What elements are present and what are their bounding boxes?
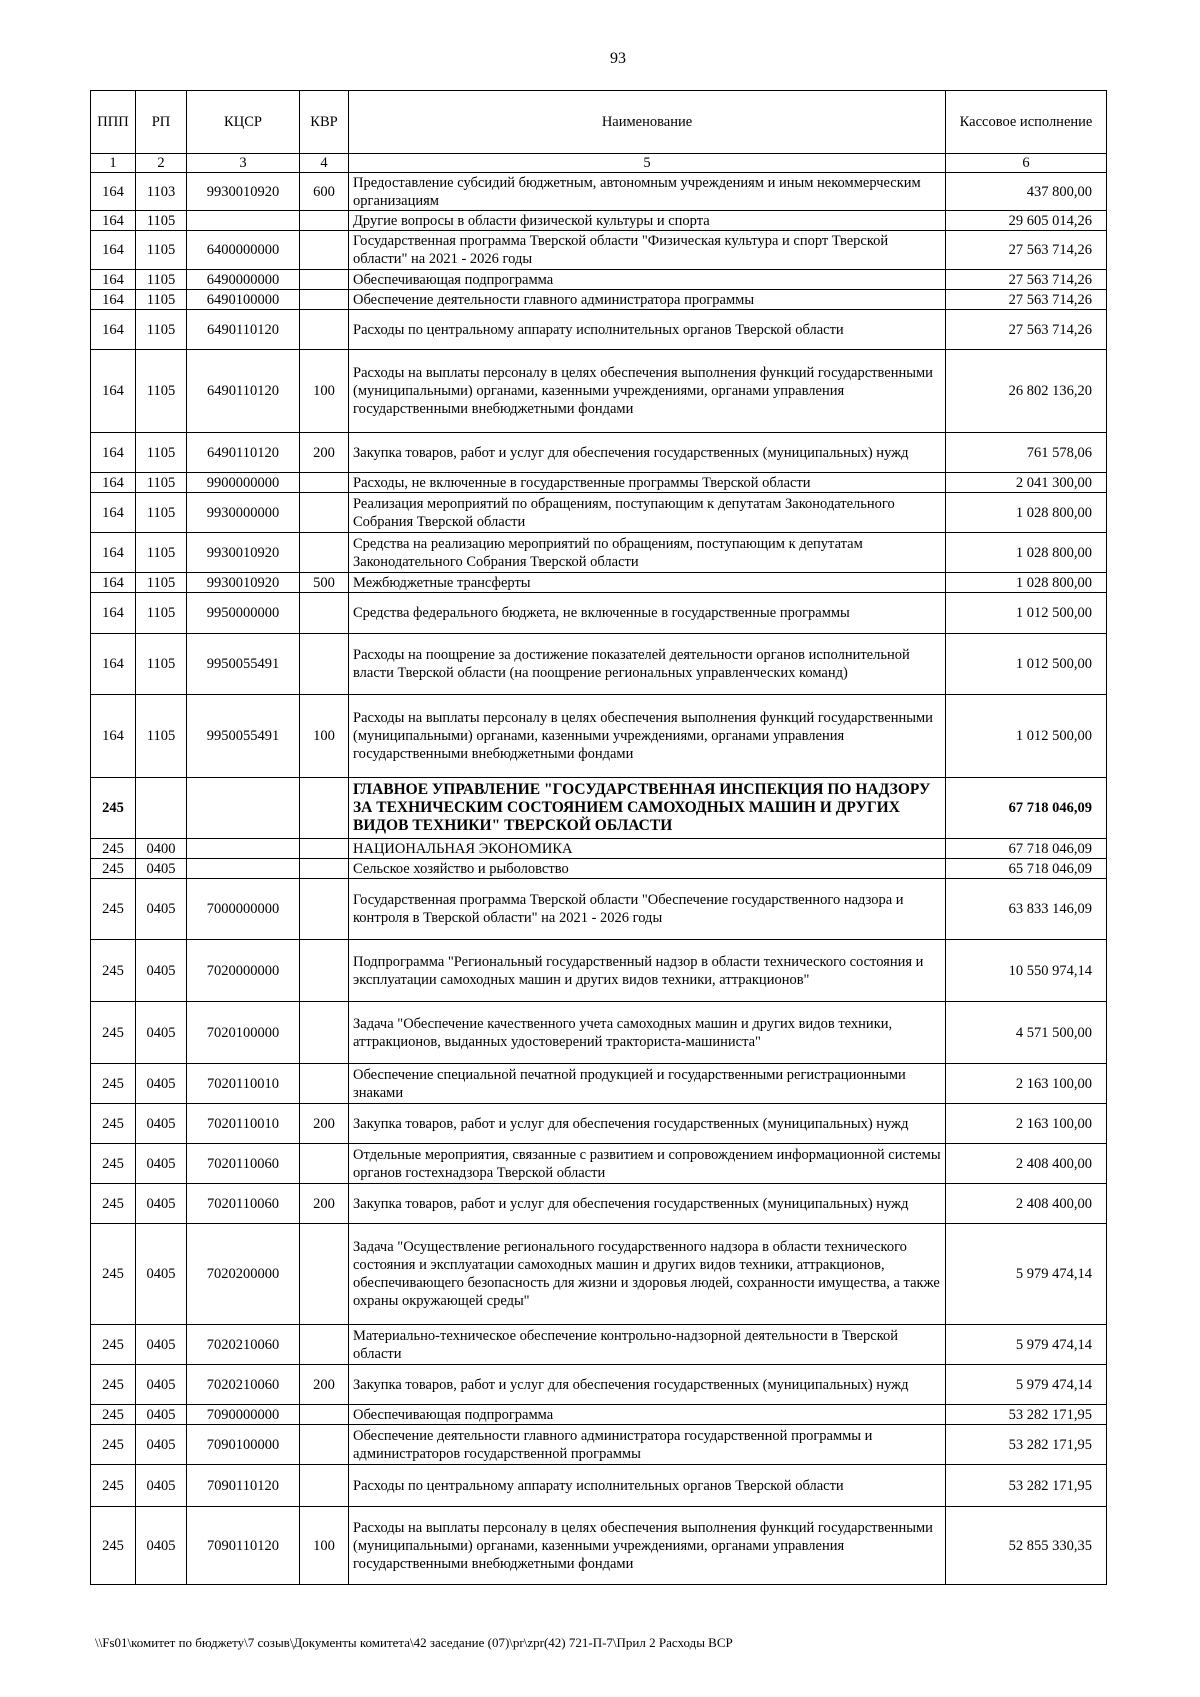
cell-name: Задача "Осуществление регионального государственного надзора в области технического состояния и эксплуатации самоходных машин и других видов техники, аттракционов, обеспечивающего безопасность для жизни и здоровья людей, сохранности имущества, а также охраны окружающей среды" [349,1224,946,1325]
table-row [91,1064,1107,1104]
cell-name: Расходы на выплаты персоналу в целях обеспечения выполнения функций государственными (муниципальными) органами, казенными учреждениями, органами управления государственными внебюджетными фондами [349,350,946,433]
cell-name: Межбюджетные трансферты [349,573,946,593]
cell-kvr [300,1002,349,1064]
cell-ppp: 245 [91,1365,136,1405]
cell-rp: 1105 [136,573,187,593]
table-row [91,1144,1107,1184]
cell-kvr [300,533,349,573]
cell-name: НАЦИОНАЛЬНАЯ ЭКОНОМИКА [349,839,946,859]
cell-rp: 1105 [136,433,187,473]
cell-kvr: 100 [300,1507,349,1585]
cell-kcsr: 9930010920 [187,173,300,211]
cell-rp: 1105 [136,473,187,493]
cell-kvr [300,290,349,310]
cell-kvr [300,1405,349,1425]
cell-rp: 1105 [136,231,187,270]
cell-kcsr: 6490110120 [187,433,300,473]
cell-kcsr: 9900000000 [187,473,300,493]
cell-amount: 5 979 474,14 [946,1224,1107,1325]
cell-rp: 0405 [136,1104,187,1144]
cell-kcsr: 6400000000 [187,231,300,270]
cell-kvr [300,634,349,695]
cell-rp: 0405 [136,940,187,1002]
cell-amount: 63 833 146,09 [946,879,1107,940]
cell-rp: 0405 [136,1144,187,1184]
cell-kcsr: 9930010920 [187,533,300,573]
header-name: Наименование [349,91,946,154]
column-number: 6 [946,154,1107,173]
cell-kcsr: 7090000000 [187,1405,300,1425]
cell-name: Расходы по центральному аппарату исполнительных органов Тверской области [349,1465,946,1507]
column-number: 4 [300,154,349,173]
cell-ppp: 164 [91,573,136,593]
cell-amount: 1 028 800,00 [946,533,1107,573]
cell-rp: 0405 [136,1224,187,1325]
cell-kvr [300,859,349,879]
cell-rp: 0405 [136,1064,187,1104]
table-row [91,1104,1107,1144]
cell-amount: 1 028 800,00 [946,573,1107,593]
cell-rp: 0405 [136,1002,187,1064]
cell-ppp: 245 [91,1425,136,1465]
cell-name: ГЛАВНОЕ УПРАВЛЕНИЕ "ГОСУДАРСТВЕННАЯ ИНСПЕКЦИЯ ПО НАДЗОРУ ЗА ТЕХНИЧЕСКИМ СОСТОЯНИЕМ САМОХОДНЫХ МАШИН И ДРУГИХ ВИДОВ ТЕХНИКИ" ТВЕРСКОЙ ОБЛАСТИ [349,778,946,839]
table-row [91,593,1107,634]
cell-ppp: 164 [91,211,136,231]
cell-kcsr: 7090100000 [187,1425,300,1465]
cell-kvr [300,1144,349,1184]
cell-amount: 27 563 714,26 [946,231,1107,270]
cell-rp: 0405 [136,1405,187,1425]
cell-kvr: 600 [300,173,349,211]
header-kcsr: КЦСР [187,91,300,154]
cell-name: Расходы по центральному аппарату исполнительных органов Тверской области [349,310,946,350]
table-row [91,1224,1107,1325]
cell-rp: 1105 [136,493,187,533]
cell-amount: 10 550 974,14 [946,940,1107,1002]
cell-rp: 1105 [136,593,187,634]
cell-amount: 27 563 714,26 [946,270,1107,290]
cell-ppp: 245 [91,1405,136,1425]
cell-name: Закупка товаров, работ и услуг для обеспечения государственных (муниципальных) нужд [349,1184,946,1224]
cell-kvr [300,1465,349,1507]
cell-rp: 1105 [136,290,187,310]
cell-name: Государственная программа Тверской области "Обеспечение государственного надзора и контроля в Тверской области" на 2021 - 2026 годы [349,879,946,940]
cell-kcsr: 7020110010 [187,1104,300,1144]
cell-name: Закупка товаров, работ и услуг для обеспечения государственных (муниципальных) нужд [349,433,946,473]
cell-amount: 67 718 046,09 [946,839,1107,859]
cell-ppp: 164 [91,493,136,533]
cell-kvr: 200 [300,433,349,473]
cell-kcsr [187,839,300,859]
cell-ppp: 245 [91,1184,136,1224]
cell-ppp: 245 [91,1104,136,1144]
cell-ppp: 164 [91,433,136,473]
cell-rp: 0405 [136,1425,187,1465]
table-row [91,1365,1107,1405]
table-row [91,573,1107,593]
cell-kcsr: 9950000000 [187,593,300,634]
cell-kcsr: 9950055491 [187,634,300,695]
cell-name: Расходы на выплаты персоналу в целях обеспечения выполнения функций государственными (муниципальными) органами, казенными учреждениями, органами управления государственными внебюджетными фондами [349,1507,946,1585]
cell-kvr [300,493,349,533]
header-row [91,91,1107,154]
cell-name: Средства федерального бюджета, не включенные в государственные программы [349,593,946,634]
table-row [91,634,1107,695]
cell-ppp: 164 [91,634,136,695]
cell-kcsr: 9950055491 [187,695,300,778]
cell-rp: 0405 [136,1184,187,1224]
cell-amount: 2 163 100,00 [946,1064,1107,1104]
cell-kvr [300,211,349,231]
cell-kvr: 200 [300,1365,349,1405]
cell-kcsr: 7020110010 [187,1064,300,1104]
table-row [91,1425,1107,1465]
cell-amount: 53 282 171,95 [946,1405,1107,1425]
table-row [91,879,1107,940]
cell-kcsr: 9930000000 [187,493,300,533]
cell-amount: 1 012 500,00 [946,593,1107,634]
cell-kcsr: 7090110120 [187,1507,300,1585]
cell-rp: 0405 [136,879,187,940]
cell-amount: 29 605 014,26 [946,211,1107,231]
cell-amount: 27 563 714,26 [946,310,1107,350]
cell-kcsr: 7020210060 [187,1365,300,1405]
cell-kcsr [187,211,300,231]
table-row [91,350,1107,433]
column-number: 1 [91,154,136,173]
budget-table [90,90,1107,1585]
cell-ppp: 245 [91,940,136,1002]
cell-amount: 761 578,06 [946,433,1107,473]
cell-amount: 2 408 400,00 [946,1184,1107,1224]
cell-kcsr: 7020000000 [187,940,300,1002]
cell-amount: 52 855 330,35 [946,1507,1107,1585]
cell-ppp: 164 [91,695,136,778]
cell-name: Закупка товаров, работ и услуг для обеспечения государственных (муниципальных) нужд [349,1104,946,1144]
cell-kcsr: 7020200000 [187,1224,300,1325]
cell-name: Реализация мероприятий по обращениям, поступающим к депутатам Законодательного Собрания Тверской области [349,493,946,533]
cell-ppp: 164 [91,173,136,211]
cell-name: Другие вопросы в области физической культуры и спорта [349,211,946,231]
cell-name: Государственная программа Тверской области "Физическая культура и спорт Тверской области" на 2021 - 2026 годы [349,231,946,270]
cell-amount: 4 571 500,00 [946,1002,1107,1064]
cell-ppp: 245 [91,879,136,940]
cell-amount: 65 718 046,09 [946,859,1107,879]
cell-ppp: 245 [91,1224,136,1325]
cell-amount: 2 408 400,00 [946,1144,1107,1184]
table-row [91,473,1107,493]
cell-name: Расходы, не включенные в государственные программы Тверской области [349,473,946,493]
table-row [91,778,1107,839]
cell-kcsr: 6490110120 [187,350,300,433]
table-row [91,231,1107,270]
table-row [91,859,1107,879]
cell-rp [136,778,187,839]
cell-ppp: 245 [91,1507,136,1585]
header-ppp: ППП [91,91,136,154]
cell-amount: 53 282 171,95 [946,1425,1107,1465]
table-row [91,493,1107,533]
cell-kcsr: 7020110060 [187,1184,300,1224]
cell-kvr [300,593,349,634]
table-row [91,1405,1107,1425]
cell-name: Обеспечение деятельности главного администратора государственной программы и администраторов государственной программы [349,1425,946,1465]
cell-kvr [300,879,349,940]
cell-ppp: 245 [91,778,136,839]
table-row [91,270,1107,290]
table-row [91,1507,1107,1585]
cell-name: Расходы на выплаты персоналу в целях обеспечения выполнения функций государственными (муниципальными) органами, казенными учреждениями, органами управления государственными внебюджетными фондами [349,695,946,778]
cell-amount: 5 979 474,14 [946,1365,1107,1405]
cell-name: Сельское хозяйство и рыболовство [349,859,946,879]
cell-name: Предоставление субсидий бюджетным, автономным учреждениям и иным некоммерческим организациям [349,173,946,211]
cell-amount: 2 163 100,00 [946,1104,1107,1144]
cell-name: Отдельные мероприятия, связанные с развитием и сопровождением информационной системы органов гостехнадзора Тверской области [349,1144,946,1184]
cell-rp: 1105 [136,211,187,231]
cell-ppp: 164 [91,473,136,493]
cell-ppp: 164 [91,350,136,433]
cell-rp: 0400 [136,839,187,859]
cell-kcsr [187,778,300,839]
cell-ppp: 245 [91,1465,136,1507]
cell-rp: 1105 [136,533,187,573]
cell-ppp: 164 [91,231,136,270]
column-number-row [91,154,1107,173]
cell-kcsr: 7020210060 [187,1325,300,1365]
cell-ppp: 164 [91,533,136,573]
table-row [91,839,1107,859]
cell-kvr [300,778,349,839]
table-row [91,433,1107,473]
cell-ppp: 245 [91,1002,136,1064]
table-row [91,290,1107,310]
cell-kcsr: 6490000000 [187,270,300,290]
cell-kvr [300,231,349,270]
cell-kcsr: 9930010920 [187,573,300,593]
page-number: 93 [610,50,626,67]
cell-name: Обеспечивающая подпрограмма [349,270,946,290]
header-amount: Кассовое исполнение [946,91,1107,154]
table-body [91,173,1107,1585]
cell-name: Подпрограмма "Региональный государственный надзор в области технического состояния и эксплуатации самоходных машин и других видов техники, аттракционов" [349,940,946,1002]
cell-amount: 67 718 046,09 [946,778,1107,839]
cell-ppp: 245 [91,859,136,879]
table-row [91,695,1107,778]
cell-rp: 1105 [136,634,187,695]
cell-rp: 0405 [136,1465,187,1507]
cell-rp: 0405 [136,1325,187,1365]
cell-ppp: 245 [91,1064,136,1104]
table-row [91,211,1107,231]
cell-amount: 26 802 136,20 [946,350,1107,433]
cell-amount: 2 041 300,00 [946,473,1107,493]
column-number: 3 [187,154,300,173]
cell-amount: 1 012 500,00 [946,695,1107,778]
column-number: 2 [136,154,187,173]
cell-kcsr: 6490110120 [187,310,300,350]
cell-kcsr: 6490100000 [187,290,300,310]
cell-name: Обеспечивающая подпрограмма [349,1405,946,1425]
cell-amount: 1 012 500,00 [946,634,1107,695]
cell-kvr [300,473,349,493]
cell-ppp: 164 [91,310,136,350]
file-path-footer: \\Fs01\комитет по бюджету\7 созыв\Документы комитета\42 заседание (07)\pr\zpr(42) 721-П-7\Прил 2 Расходы ВСР [95,1635,733,1650]
cell-ppp: 245 [91,839,136,859]
cell-kvr [300,310,349,350]
cell-rp: 1105 [136,350,187,433]
cell-rp: 1105 [136,695,187,778]
table-row [91,173,1107,211]
header-rp: РП [136,91,187,154]
cell-kcsr: 7000000000 [187,879,300,940]
cell-rp: 0405 [136,1507,187,1585]
cell-ppp: 164 [91,593,136,634]
cell-kvr [300,270,349,290]
cell-name: Обеспечение деятельности главного администратора программы [349,290,946,310]
cell-ppp: 245 [91,1144,136,1184]
cell-name: Средства на реализацию мероприятий по обращениям, поступающим к депутатам Законодательного Собрания Тверской области [349,533,946,573]
cell-name: Расходы на поощрение за достижение показателей деятельности органов исполнительной власти Тверской области (на поощрение региональных управленческих команд) [349,634,946,695]
cell-kvr [300,839,349,859]
cell-name: Закупка товаров, работ и услуг для обеспечения государственных (муниципальных) нужд [349,1365,946,1405]
header-kvr: КВР [300,91,349,154]
cell-ppp: 245 [91,1325,136,1365]
table-row [91,1184,1107,1224]
table-row [91,940,1107,1002]
cell-kcsr: 7020100000 [187,1002,300,1064]
cell-ppp: 164 [91,290,136,310]
cell-name: Материально-техническое обеспечение контрольно-надзорной деятельности в Тверской области [349,1325,946,1365]
cell-amount: 437 800,00 [946,173,1107,211]
cell-rp: 0405 [136,859,187,879]
cell-rp: 1103 [136,173,187,211]
cell-amount: 27 563 714,26 [946,290,1107,310]
cell-kvr: 200 [300,1184,349,1224]
cell-kvr: 500 [300,573,349,593]
cell-name: Задача "Обеспечение качественного учета самоходных машин и других видов техники, аттракционов, выданных удостоверений тракториста-машиниста" [349,1002,946,1064]
cell-kvr: 100 [300,695,349,778]
cell-kvr [300,1064,349,1104]
table-row [91,1465,1107,1507]
cell-amount: 53 282 171,95 [946,1465,1107,1507]
table-row [91,1325,1107,1365]
table-row [91,310,1107,350]
cell-kvr [300,1224,349,1325]
cell-kcsr [187,859,300,879]
table-row [91,533,1107,573]
cell-kvr [300,940,349,1002]
cell-kvr [300,1425,349,1465]
cell-rp: 0405 [136,1365,187,1405]
column-number: 5 [349,154,946,173]
cell-kvr [300,1325,349,1365]
cell-rp: 1105 [136,310,187,350]
cell-kvr: 200 [300,1104,349,1144]
cell-kvr: 100 [300,350,349,433]
cell-kcsr: 7020110060 [187,1144,300,1184]
cell-amount: 5 979 474,14 [946,1325,1107,1365]
cell-name: Обеспечение специальной печатной продукцией и государственными регистрационными знаками [349,1064,946,1104]
cell-ppp: 164 [91,270,136,290]
cell-kcsr: 7090110120 [187,1465,300,1507]
cell-amount: 1 028 800,00 [946,493,1107,533]
cell-rp: 1105 [136,270,187,290]
table-row [91,1002,1107,1064]
